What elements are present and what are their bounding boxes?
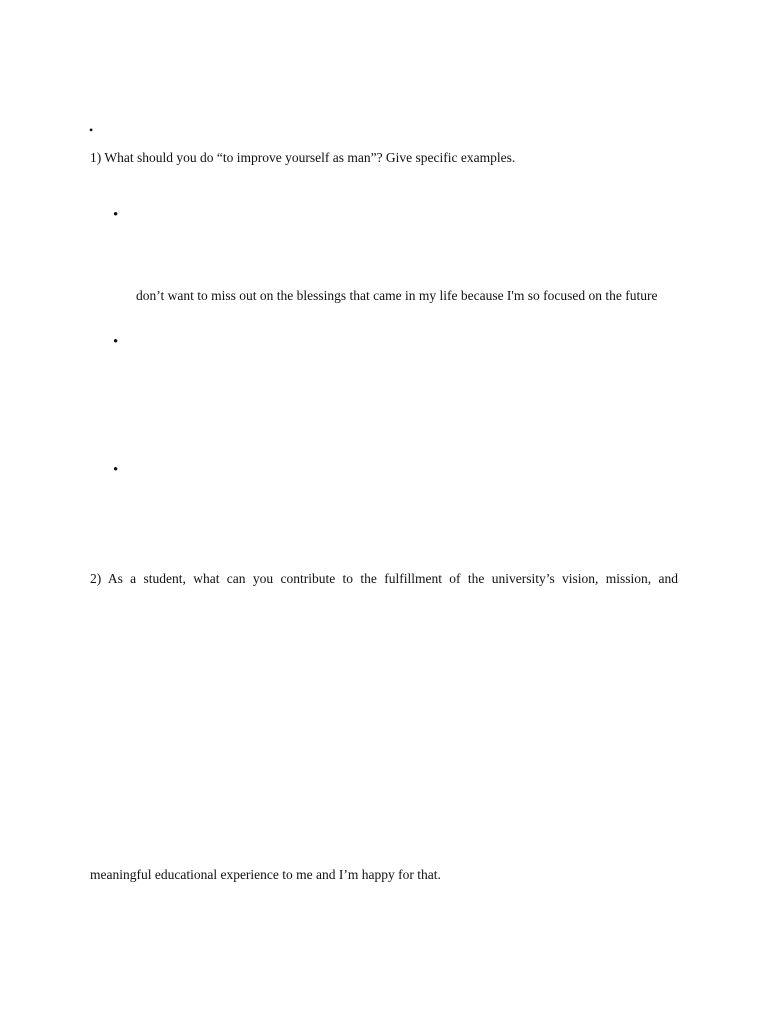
answer-fragment-1: don’t want to miss out on the blessings that came in my life because I'm so focused on the future: [136, 288, 658, 303]
bullet-marker-2: •: [113, 334, 119, 350]
question-1: 1) What should you do “to improve yourself as man”? Give specific examples.: [90, 150, 516, 165]
bullet-marker-1: •: [113, 207, 119, 223]
bullet-marker-top: •: [89, 123, 94, 137]
bullet-marker-3: •: [113, 462, 119, 478]
question-2: 2) As a student, what can you contribute to the fulfillment of the university’s vision, mission, and: [90, 571, 678, 586]
answer-fragment-2: meaningful educational experience to me and I’m happy for that.: [90, 867, 441, 882]
